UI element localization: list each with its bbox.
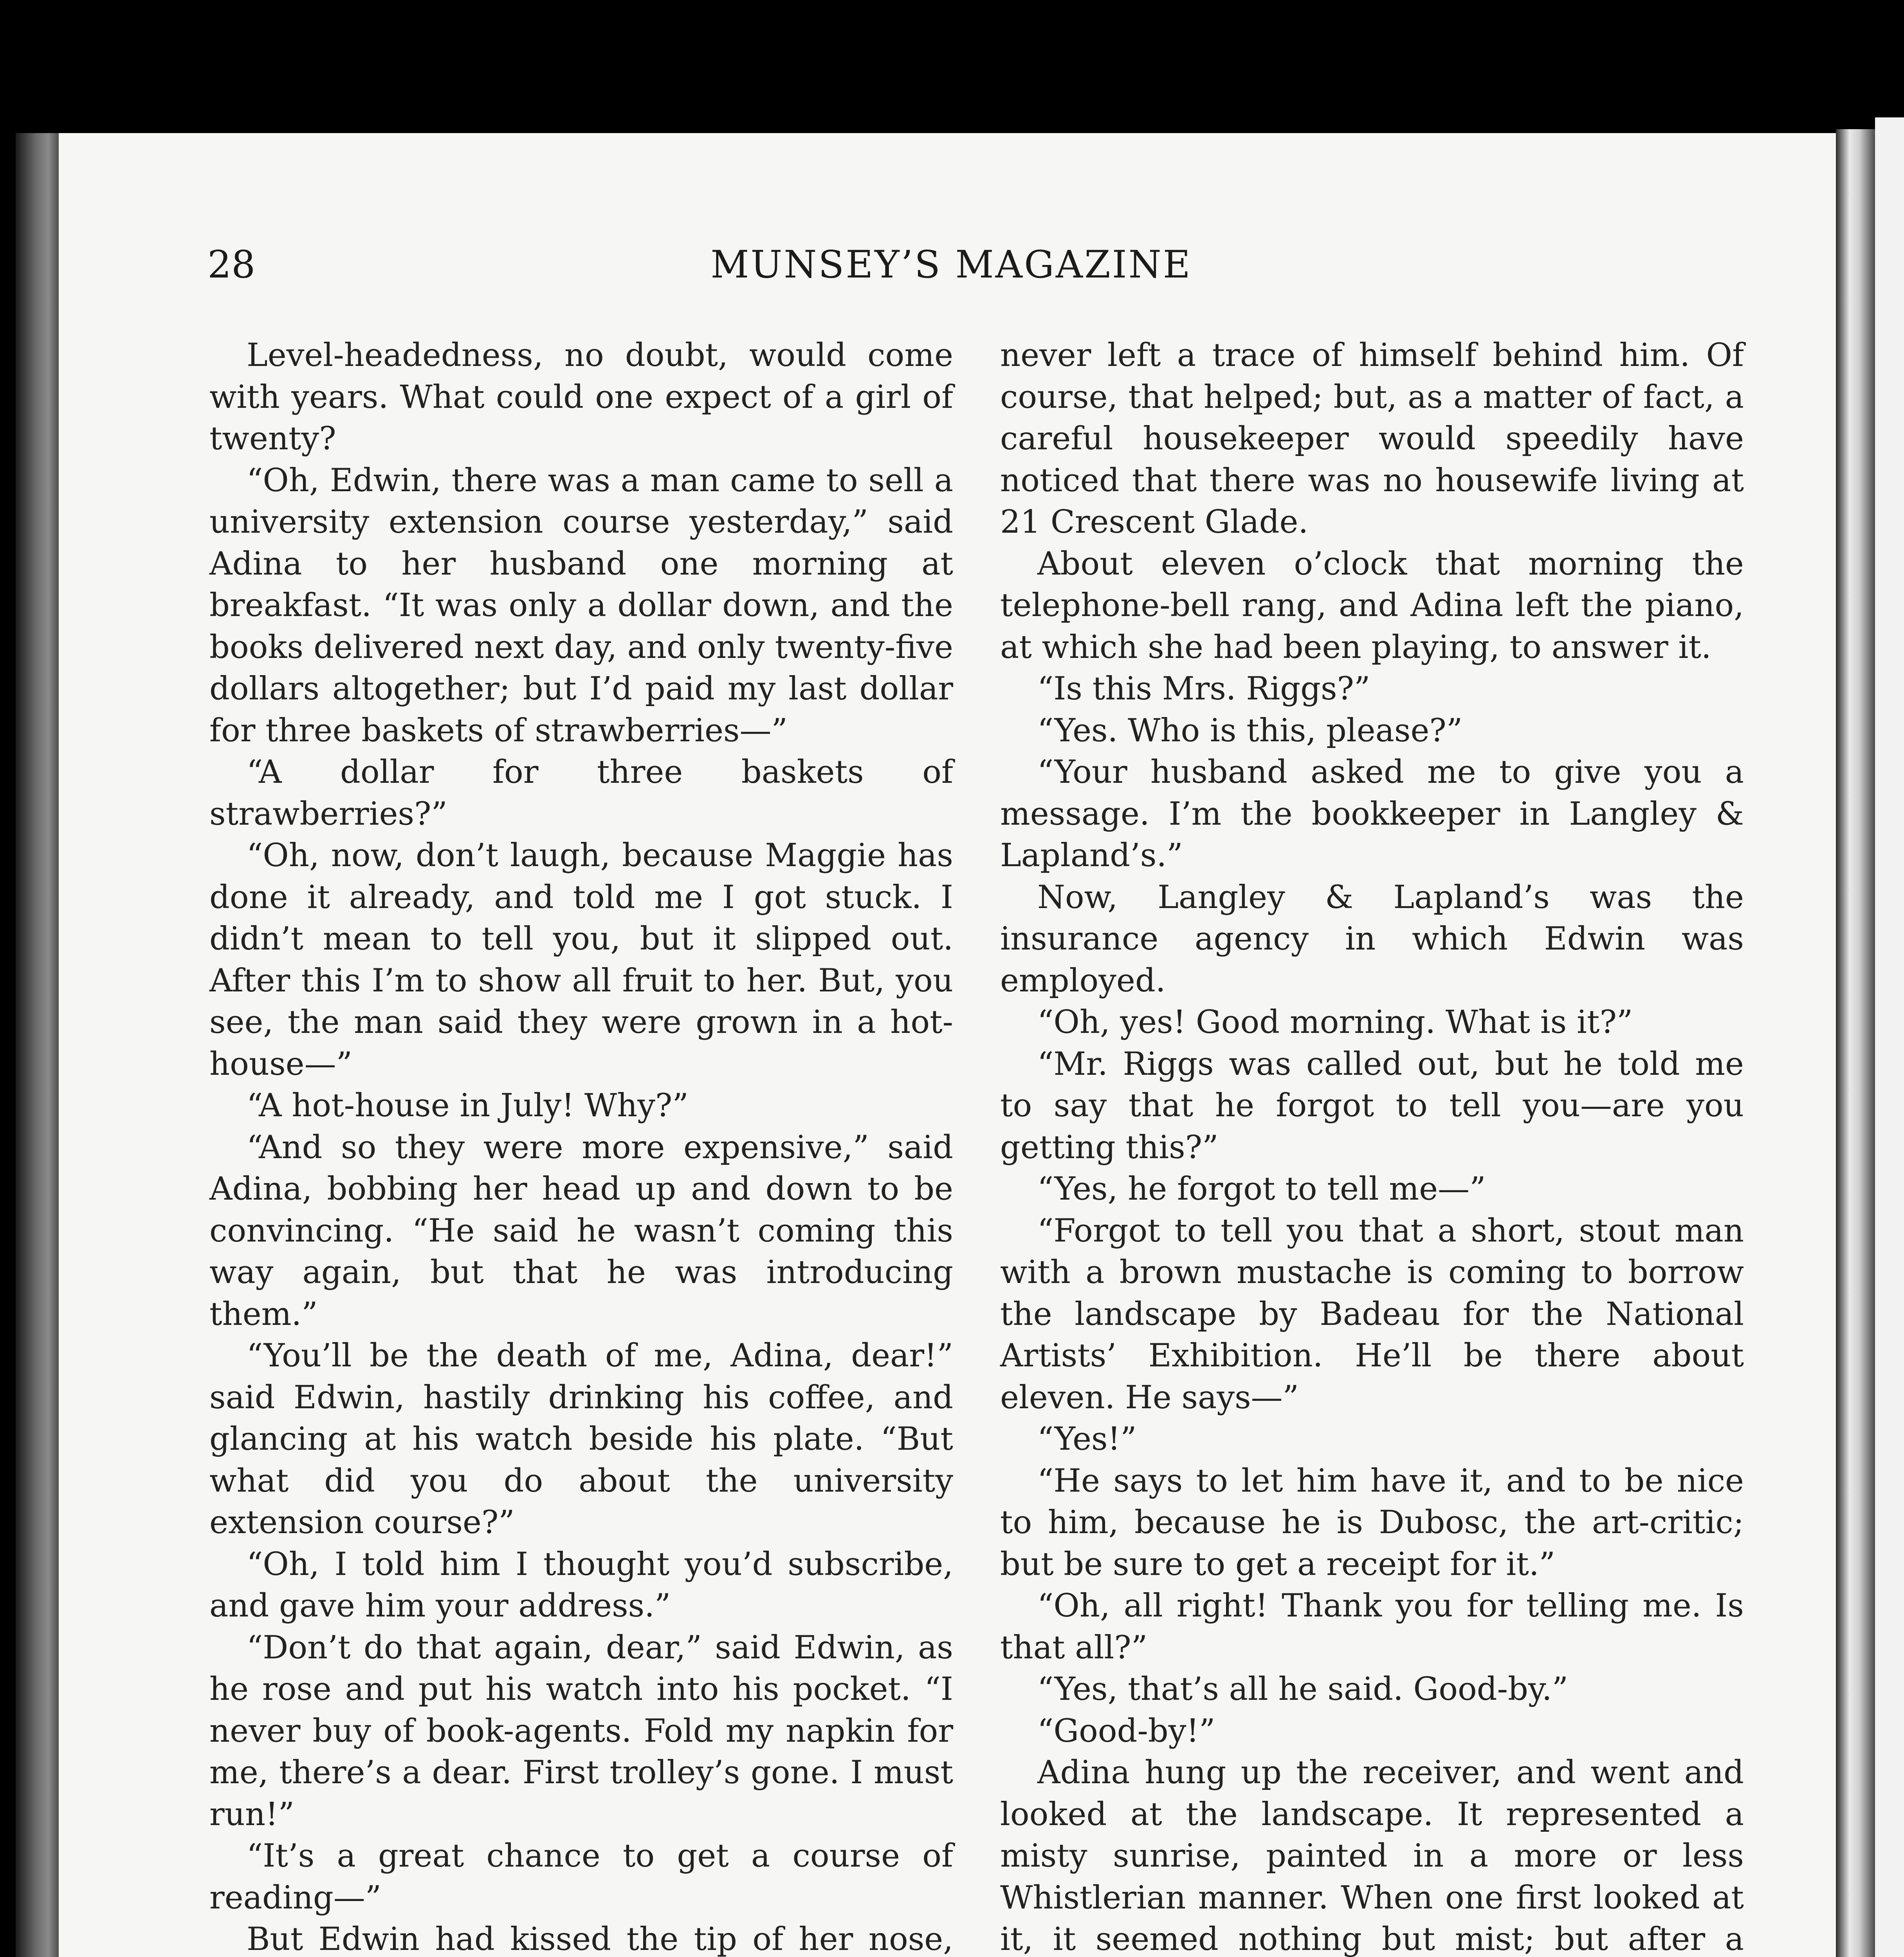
paragraph: “Oh, I told him I thought you’d subscribe, and gave him your address.” <box>209 1546 953 1624</box>
paragraph: “Yes, that’s all he said. Good-by.” <box>1037 1671 1568 1708</box>
page-header <box>149 219 1754 297</box>
paragraph: Adina hung up the receiver, and went and looked at the landscape. It represented a misty sunrise, painted in a more or less Whistlerian manner. When one first looked at it, it seemed nothing but mist; but after a <box>1000 1754 1744 1957</box>
paragraph: “Yes. Who is this, please?” <box>1037 712 1463 749</box>
page-edge <box>1836 129 1875 1957</box>
paragraph: “Oh, now, don’t laugh, because Maggie has done it already, and told me I got stuck. I didn’t mean to tell you, but it slipped out. After this I’m to show all fruit to her. But, you see, the man said they were grown in a hot-house—” <box>209 837 953 1083</box>
paragraph: Now, Langley & Lapland’s was the insurance agency in which Edwin was employed. <box>1000 879 1744 999</box>
paragraph: “Yes, he forgot to tell me—” <box>1037 1171 1486 1207</box>
paragraph: “A dollar for three baskets of strawberries?” <box>209 754 953 833</box>
paragraph: “Oh, yes! Good morning. What is it?” <box>1037 1004 1633 1041</box>
paragraph: “And so they were more expensive,” said Adina, bobbing her head up and down to be convincing. “He said he wasn’t coming this way again, but that he was introducing them.” <box>209 1129 953 1333</box>
paragraph: “Don’t do that again, dear,” said Edwin, as he rose and put his watch into his pocket. “I never buy of book-agents. Fold my napkin for me, there’s a dear. First trolley’s gone. I must run!” <box>209 1629 953 1833</box>
left-column <box>209 335 953 1957</box>
paragraph: About eleven o’clock that morning the telephone-bell rang, and Adina left the piano, at which she had been playing, to answer it. <box>1000 545 1744 666</box>
page-number: 28 <box>207 243 256 287</box>
paragraph: “You’ll be the death of me, Adina, dear!” said Edwin, hastily drinking his coffee, and glancing at his watch beside his plate. “But what did you do about the university extension course?” <box>209 1337 953 1541</box>
paragraph: “Is this Mrs. Riggs?” <box>1037 670 1370 707</box>
running-title: MUNSEY’S MAGAZINE <box>710 243 1192 287</box>
book-spine <box>16 133 63 1957</box>
facing-page-edge <box>1875 117 1904 1957</box>
paragraph: “Good-by!” <box>1037 1712 1215 1750</box>
paragraph: “He says to let him have it, and to be nice to him, because he is Dubosc, the art-critic; but be sure to get a receipt for it.” <box>1000 1462 1744 1583</box>
right-column <box>1000 335 1744 1957</box>
paragraph: But Edwin had kissed the tip of her nose, <box>247 1921 953 1957</box>
paragraph: “Oh, all right! Thank you for telling me. Is that all?” <box>1000 1588 1744 1666</box>
paragraph: Level-headedness, no doubt, would come with years. What could one expect of a girl of twenty? <box>209 337 953 457</box>
paragraph: never left a trace of himself behind him. Of course, that helped; but, as a matter of fact, a careful housekeeper would speedily have noticed that there was no housewife living at 21 Crescent Glade. <box>1000 337 1744 541</box>
paragraph: “Mr. Riggs was called out, but he told me to say that he forgot to tell you—are you getting this?” <box>1000 1045 1744 1166</box>
paragraph: “Your husband asked me to give you a message. I’m the bookkeeper in Langley & Lapland’s.” <box>1000 754 1744 874</box>
paragraph: “Yes!” <box>1037 1421 1137 1458</box>
paragraph: “It’s a great chance to get a course of reading—” <box>209 1838 953 1916</box>
paragraph: “Forgot to tell you that a short, stout man with a brown mustache is coming to borrow the landscape by Badeau for the National Artists’ Exhibition. He’ll be there about eleven. He says—” <box>1000 1212 1744 1416</box>
paragraph: “A hot-house in July! Why?” <box>247 1087 689 1124</box>
paragraph: “Oh, Edwin, there was a man came to sell a university extension course yesterday,” said Adina to her husband one morning at breakfast. “It was only a dollar down, and the books delivered next day, and only twenty-five dollars altogether; but I’d paid my last dollar for three baskets of strawberries—” <box>209 462 953 749</box>
